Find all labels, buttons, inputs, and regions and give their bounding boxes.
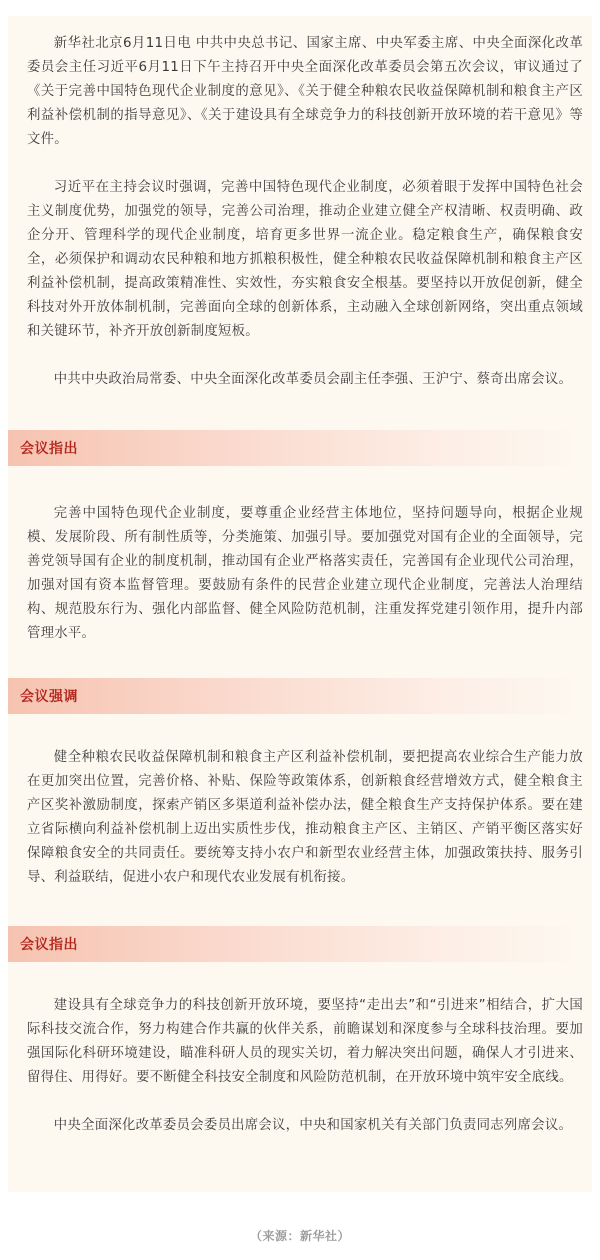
section-header-3 <box>8 926 592 962</box>
section-header-2 <box>8 678 592 714</box>
section-2-paragraph: 健全种粮农民收益保障机制和粮食主产区利益补偿机制，要把提高农业综合生产能力放在更加突出位置，完善价格、补贴、保险等政策体系，创新粮食经营增效方式，健全粮食主产区奖补激励制度，探索产销区多渠道利益补偿办法，健全粮食生产支持保护体系。要在建立省际横向利益补偿机制上迈出实质性步伐，推动粮食主产区、主销区、产销平衡区落实好保障粮食安全的共同责任。要统筹支持小农户和新型农业经营主体，加强政策扶持、服务引导、利益联结，促进小农户和现代农业发展有机衔接。 <box>27 750 583 885</box>
section-title: 会议指出 <box>20 937 78 953</box>
intro-paragraph-remarks: 习近平在主持会议时强调，完善中国特色现代企业制度，必须着眼于发挥中国特色社会主义制度优势，加强党的领导，完善公司治理，推动企业建立健全产权清晰、权责明确、政企分开、管理科学的现代企业制度，培育更多世界一流企业。稳定粮食生产，确保粮食安全，必须保护和调动农民种粮和地方抓粮积极性，健全种粮农民收益保障机制和粮食主产区利益补偿机制，提高政策精准性、实效性，夯实粮食安全根基。要坚持以开放促创新，健全科技对外开放体制机制，完善面向全球的创新体系，主动融入全球创新网络，突出重点领域和关键环节，补齐开放创新制度短板。 <box>27 180 583 339</box>
section-3-closing-paragraph: 中央全面深化改革委员会委员出席会议，中央和国家机关有关部门负责同志列席会议。 <box>53 1118 573 1133</box>
article-body <box>8 16 592 1192</box>
section-header-1 <box>8 430 592 466</box>
section-3-paragraph: 建设具有全球竞争力的科技创新开放环境，要坚持“走出去”和“引进来”相结合，扩大国际科技交流合作，努力构建合作共赢的伙伴关系，前瞻谋划和深度参与全球科技治理。要加强国际化科研环境建设，瞄准科研人员的现实关切，着力解决突出问题，确保人才引进来、留得住、用得好。要不断健全科技安全制度和风险防范机制，在开放环境中筑牢安全底线。 <box>27 998 583 1085</box>
source-credit: （来源：新华社） <box>249 1229 350 1243</box>
section-title: 会议强调 <box>20 689 78 705</box>
intro-paragraph-attendees: 中共中央政治局常委、中央全面深化改革委员会副主任李强、王沪宁、蔡奇出席会议。 <box>53 372 573 387</box>
section-1-paragraph: 完善中国特色现代企业制度，要尊重企业经营主体地位，坚持问题导向，根据企业规模、发展阶段、所有制性质等，分类施策、加强引导。要加强党对国有企业的全面领导，完善党领导国有企业的制度机制，推动国有企业严格落实责任，完善国有企业现代公司治理，加强对国有资本监督管理。要鼓励有条件的民营企业建立现代企业制度，完善法人治理结构、规范股东行为、强化内部监督、健全风险防范机制，注重发挥党建引领作用，提升内部管理水平。 <box>27 506 583 641</box>
section-title: 会议指出 <box>20 441 78 457</box>
intro-paragraph-dateline: 新华社北京6月11日电 中共中央总书记、国家主席、中央军委主席、中央全面深化改革委员会主任习近平6月11日下午主持召开中央全面深化改革委员会第五次会议，审议通过了《关于完善中国特色现代企业制度的意见》、《关于健全种粮农民收益保障机制和粮食主产区利益补偿机制的指导意见》、《关于建设具有全球竞争力的科技创新开放环境的若干意见》等文件。 <box>27 36 583 147</box>
